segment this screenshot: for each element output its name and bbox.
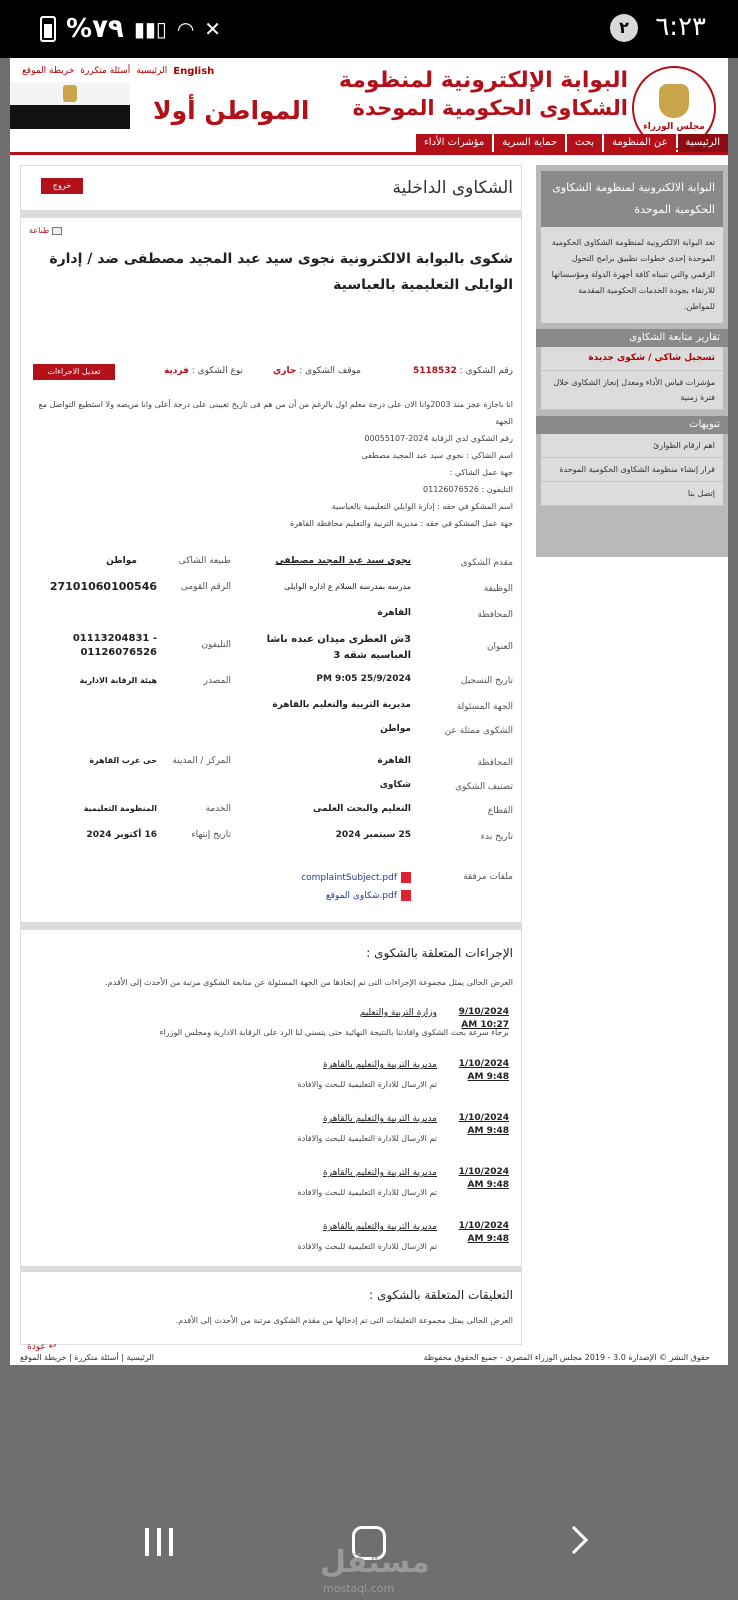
- nav-about[interactable]: عن المنظومة: [604, 134, 675, 152]
- portal-title-line1: البوابة الإلكترونية لمنظومة: [338, 68, 628, 93]
- battery-icon: [40, 16, 56, 42]
- nid-value: 27101060100546: [49, 580, 157, 593]
- exit-button[interactable]: خروج: [41, 178, 83, 194]
- back-icon[interactable]: [560, 1526, 588, 1554]
- sidebar-item-kpi[interactable]: مؤشرات قياس الأداء ومعدل إنجاز الشكاوى خلال فترة زمنية: [541, 371, 723, 410]
- end-date-label: تاريخ إنتهاء: [191, 830, 231, 840]
- submitter-label: مقدم الشكوى: [460, 558, 513, 568]
- home-link[interactable]: الرئيسية: [136, 66, 168, 76]
- start-date-label: تاريخ بدء: [480, 832, 513, 842]
- print-label: طباعة: [29, 226, 50, 235]
- responsible-value: مديرية التربية والتعليم بالقاهرة: [272, 700, 411, 710]
- section-title: الشكاوى الداخلية: [392, 178, 513, 198]
- files-label: ملفات مرفقة: [463, 872, 513, 882]
- class-label: تصنيف الشكوى: [455, 782, 513, 792]
- watermark-domain: mostaql.com: [323, 1582, 395, 1595]
- action-desc: تم الارسال للادارة التعليمية للبحث والافادة: [297, 1188, 437, 1197]
- complaint-body: انا باجازة عجز منذ 2003وانا الان على درجة معلم اول بالرغم من أن من هم فى تاريخ تعيينى على درجة أعلى وانا مريضه ولا استطيع التواصل مع الجهة رقم الشكوي لدي الرقابة 2024-00055107 اسم الشاكي : نجوي سيد عبد المجيد مصطفى جهة عمل الشاكي : التليفون : 01126076526 اسم المشكو في حقه : إدارة الوايلي التعليمية بالعباسية جهة عمل المشكو في حقه : مديرية التربية والتعليم محافظة القاهرة: [38, 400, 513, 528]
- footer-links[interactable]: الرئيسية | أسئلة متكررة | خريطة الموقع: [20, 1353, 155, 1362]
- action-date: 1/10/2024 AM 9:48: [458, 1221, 509, 1244]
- job-label: الوظيفة: [483, 584, 513, 594]
- address-value: 3ش العطرى ميدان عبده باشا العباسيه شقه 3: [266, 634, 411, 661]
- sidebar-section-notices: تنويهات: [536, 416, 728, 434]
- pdf-icon: [401, 872, 411, 883]
- complaint-number: رقم الشكوى : 5118532: [412, 366, 513, 376]
- responsible-label: الجهة المسئولة: [456, 702, 513, 712]
- action-date: 9/10/2024 AM 10:27: [458, 1007, 509, 1030]
- complaint-status: موقف الشكوى : جاري: [273, 366, 361, 376]
- divider: [21, 922, 521, 930]
- action-entity[interactable]: مديرية التربية والتعليم بالقاهرة: [323, 1060, 437, 1070]
- city-label: المركز / المدينة: [172, 756, 231, 766]
- egypt-flag-icon: [10, 82, 130, 152]
- notification-badge: ٢: [610, 14, 638, 42]
- status-left: [40, 14, 221, 44]
- eagle-icon: [659, 84, 689, 118]
- battery-percent: %٧٩: [66, 14, 124, 44]
- pdf-icon: [401, 890, 411, 901]
- gov2-value: القاهرة: [377, 756, 411, 766]
- divider: [21, 1266, 521, 1272]
- comments-note: العرض الحالى يمثل مجموعة التعليقات التى تم إدخالها من مقدم الشكوى مرتبة من الأحدث إلى الأقدم.: [175, 1316, 513, 1325]
- back-arrow-icon: ↩: [48, 1342, 57, 1352]
- source-value: هيئة الرقابة الادارية: [79, 676, 157, 685]
- represent-label: الشكوى ممثلة عن: [444, 726, 513, 736]
- sidebar-item-contact[interactable]: إتصل بنا: [541, 482, 723, 506]
- phone-value: 01113204831 - 01126076526: [72, 633, 157, 658]
- slogan: المواطن أولا: [153, 96, 310, 125]
- english-link[interactable]: English: [173, 66, 215, 77]
- reg-date-value: PM 9:05 25/9/2024: [316, 674, 411, 684]
- copyright: حقوق النشر © الإصدارة 3.0 - 2019 مجلس الوزراء المصرى - جميع الحقوق محفوظة: [423, 1353, 710, 1362]
- mute-icon: ✕: [204, 17, 222, 41]
- sidebar-item-decree[interactable]: قرار إنشاء منظومة الشكاوى الحكومية الموحدة: [541, 458, 723, 482]
- recent-apps-icon[interactable]: [145, 1528, 177, 1556]
- nav-search[interactable]: بحث: [567, 134, 602, 152]
- sidebar-item-emergency[interactable]: اهم ارقام الطوارئ: [541, 434, 723, 458]
- nav-home[interactable]: الرئيسية: [678, 134, 728, 152]
- back-button[interactable]: [27, 1342, 56, 1352]
- action-desc: تم الارسال للادارة التعليمية للبحث والافادة: [297, 1134, 437, 1143]
- file-name-2: شكاوى الموقع.pdf: [325, 890, 397, 901]
- gov2-label: المحافظة: [477, 758, 513, 768]
- end-date-value: 16 أكتوبر 2024: [86, 830, 157, 840]
- complaint-title: شكوى بالبوابة الالكترونية نجوى سيد عبد المجيد مصطفى ضد / إدارة الوايلى التعليمية بالعباسية: [49, 251, 513, 293]
- represent-value: مواطن: [380, 724, 411, 734]
- service-label: الخدمة: [205, 804, 231, 814]
- complaint-type: نوع الشكوى : فردية: [163, 366, 243, 376]
- wifi-icon: ◠: [176, 17, 195, 41]
- action-entity[interactable]: مديرية التربية والتعليم بالقاهرة: [323, 1168, 437, 1178]
- complaint-panel: [20, 165, 522, 1352]
- sidebar-title: البوابة الالكترونية لمنظومة الشكاوى الحكومية الموحدة: [541, 171, 723, 227]
- phone-label: التليفون: [201, 640, 231, 650]
- action-entity[interactable]: مديرية التربية والتعليم بالقاهرة: [323, 1222, 437, 1232]
- print-button[interactable]: [29, 226, 62, 235]
- divider: [21, 210, 521, 218]
- status-bar: [0, 0, 738, 58]
- portal-title-line2: الشكاوى الحكومية الموحدة: [352, 96, 628, 120]
- sitemap-link[interactable]: خريطة الموقع: [22, 66, 75, 76]
- city-value: حى غرب القاهرة: [89, 756, 157, 765]
- attachment-file-2[interactable]: [326, 890, 411, 901]
- start-date-value: 25 سبتمبر 2024: [335, 830, 411, 840]
- nid-label: الرقم القومى: [180, 582, 231, 592]
- gov-value: القاهرة: [377, 608, 411, 618]
- action-date: 1/10/2024 AM 9:48: [458, 1167, 509, 1190]
- sidebar-section-reports: تقارير متابعة الشكاوى: [536, 329, 728, 347]
- faq-link[interactable]: أسئلة متكررة: [80, 66, 131, 76]
- action-desc: تم الارسال للادارة التعليمية للبحث والافادة: [297, 1242, 437, 1251]
- nav-privacy[interactable]: حماية السرية: [494, 134, 565, 152]
- clock: ٦:٢٣: [655, 12, 706, 42]
- back-label: عودة: [27, 1342, 46, 1352]
- logo-label: مجلس الوزراء: [643, 122, 705, 132]
- action-date: 1/10/2024 AM 9:48: [458, 1059, 509, 1082]
- action-desc: تم الارسال للادارة التعليمية للبحث والافادة: [297, 1080, 437, 1089]
- attachment-file-1[interactable]: [301, 872, 411, 883]
- nature-label: طبيعة الشاكى: [178, 556, 231, 566]
- edit-actions-button[interactable]: تعديل الاجراءات: [33, 364, 115, 380]
- sector-value: التعليم والبحث العلمى: [313, 804, 411, 814]
- main-nav: [280, 134, 728, 152]
- service-value: المنظومة التعليمية: [83, 804, 157, 813]
- gov-label: المحافظة: [477, 610, 513, 620]
- source-label: المصدر: [203, 676, 231, 686]
- comments-title: التعليقات المتعلقة بالشكوى :: [369, 1288, 513, 1302]
- actions-title: الإجراءات المتعلقة بالشكوى :: [366, 946, 513, 960]
- sidebar: [536, 165, 728, 557]
- watermark-logo: مستقل: [320, 1545, 430, 1580]
- action-entity[interactable]: وزارة التربية والتعليم: [359, 1008, 437, 1018]
- reg-date-label: تاريخ التسجيل: [460, 676, 513, 686]
- top-links: [22, 66, 214, 77]
- action-entity[interactable]: مديرية التربية والتعليم بالقاهرة: [323, 1114, 437, 1124]
- sector-label: القطاع: [487, 806, 513, 816]
- address-label: العنوان: [486, 642, 513, 652]
- sidebar-item-new-complaint[interactable]: تسجيل شاكي / شكوى جديدة: [541, 347, 723, 371]
- signal-icon: ▮▮▯: [133, 17, 167, 41]
- web-page: [10, 58, 728, 1365]
- actions-note: العرض الحالى يمثل مجموعة الإجراءات التى تم إتخاذها من الجهة المسئولة عن متابعة الشكوى مرتبة من الأحدث إلى الأقدم.: [105, 978, 513, 987]
- site-header: [10, 58, 728, 154]
- printer-icon: [52, 227, 62, 235]
- file-name-1: complaintSubject.pdf: [301, 872, 397, 883]
- class-value: شكاوى: [379, 780, 411, 790]
- job-value: مدرسه بمدرسه السلام ع اداره الوايلى: [284, 582, 411, 591]
- sidebar-description: تعد البوابة الالكترونية لمنظومة الشكاوى الحكومية الموحدة إحدى خطوات تطبيق برامج التحول الرقمي والتي تنبناه كافة أجهزة الدولة ومؤسساتها للارتقاء بجودة الخدمات الحكومية المقدمة للمواطن.: [541, 227, 723, 323]
- nav-kpi[interactable]: مؤشرات الأداء: [416, 134, 492, 152]
- header-divider: [10, 152, 728, 155]
- submitter-value[interactable]: نجوي سيد عبد المجيد مصطفى: [275, 556, 411, 566]
- nature-value: مواطن: [106, 556, 137, 566]
- action-desc: برجاء سرعة بحث الشكوى وافادتنا بالنتيجة النهائية حتى يتسني لنا الرد على الرقابة الادارية ومجلس الوزراء: [159, 1028, 509, 1037]
- action-date: 1/10/2024 AM 9:48: [458, 1113, 509, 1136]
